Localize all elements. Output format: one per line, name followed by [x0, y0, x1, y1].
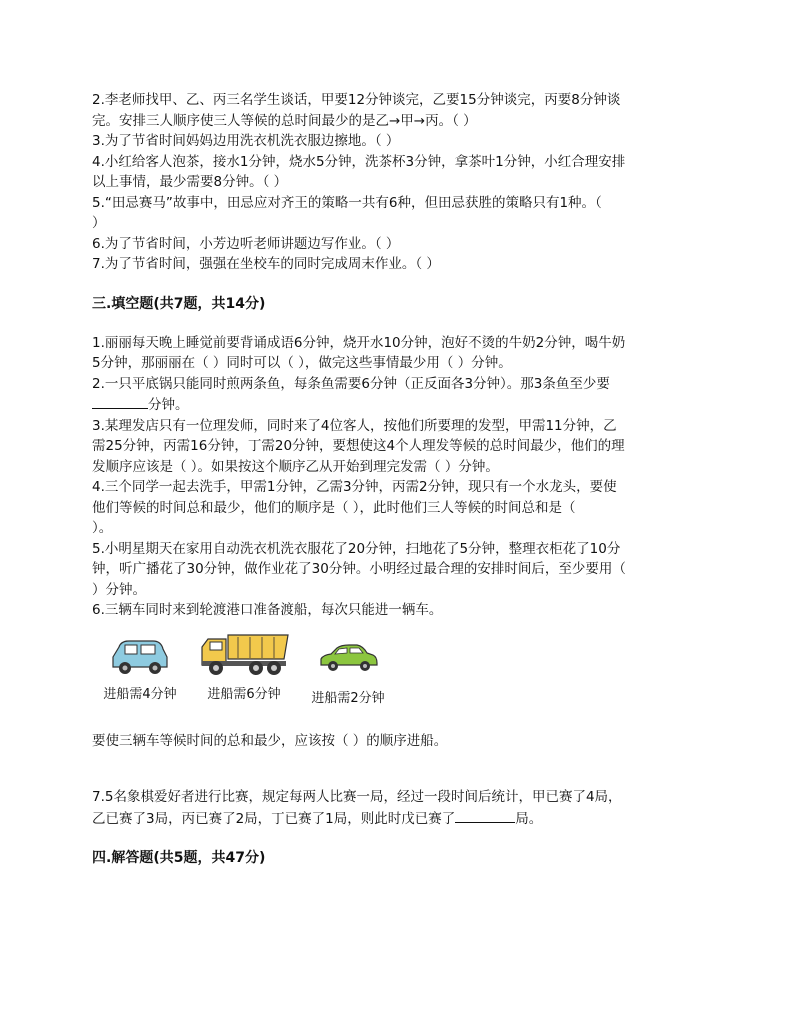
question-line: 以上事情，最少需要8分钟。（ ） — [92, 174, 288, 190]
question-line: 需25分钟，丙需16分钟，丁需20分钟，要想使这4个人理发等候的总时间最少，他们的理 — [92, 438, 625, 454]
question-line: 5分钟，那丽丽在（ ）同时可以（ ），做完这些事情最少用（ ）分钟。 — [92, 355, 512, 371]
vehicle-label: 进船需2分钟 — [311, 690, 385, 706]
vehicle-label: 进船需6分钟 — [207, 686, 281, 702]
vehicle-illustration — [92, 631, 712, 713]
question-line: 4.三个同学一起去洗手，甲需1分钟，乙需3分钟，丙需2分钟，现只有一个水龙头，要使 — [92, 479, 617, 495]
question-line: 6.三辆车同时来到轮渡港口准备渡船，每次只能进一辆车。 — [92, 602, 443, 618]
judgement-section — [92, 90, 712, 275]
vehicle-truck — [196, 631, 292, 702]
car-icon — [109, 637, 171, 677]
question-line: 6.为了节省时间，小芳边听老师讲题边写作业。（ ） — [92, 235, 400, 252]
question-line: 3.为了节省时间妈妈边用洗衣机洗衣服边擦地。（ ） — [92, 133, 400, 149]
question-line: 他们等候的时间总和最少，他们的顺序是（ ），此时他们三人等候的时间总和是（ — [92, 499, 576, 516]
question-line — [92, 394, 712, 416]
question-text: 乙已赛了3局，丙已赛了2局，丁已赛了1局，则此时戊已赛了 — [92, 810, 456, 827]
question-line: 1.丽丽每天晚上睡觉前要背诵成语6分钟，烧开水10分钟，泡好不烫的牛奶2分钟，喝牛奶 — [92, 334, 626, 351]
section-title-fill-in: 三.填空题(共7题，共14分) — [92, 295, 266, 312]
question-line: 发顺序应该是（ ）。如果按这个顺序乙从开始到理完发需（ ）分钟。 — [92, 458, 499, 475]
question-line: 3.某理发店只有一位理发师，同时来了4位客人，按他们所要理的发型，甲需11分钟，乙 — [92, 417, 617, 434]
question-line: 要使三辆车等候时间的总和最少，应该按（ ）的顺序进船。 — [92, 732, 448, 749]
sedan-icon — [317, 643, 379, 673]
vehicle-sedan — [300, 643, 396, 706]
question-line: 5.小明星期天在家用自动洗衣机洗衣服花了20分钟，扫地花了5分钟，整理衣柜花了10分 — [92, 540, 621, 557]
question-line: ）分钟。 — [92, 581, 146, 598]
vehicle-car — [92, 637, 188, 702]
section-title-answer: 四.解答题(共5题，共47分) — [92, 850, 266, 866]
worksheet-page — [92, 90, 712, 869]
dump-truck-icon — [198, 631, 290, 677]
question-line — [92, 808, 712, 830]
question-line: 5.“田忌赛马”故事中，田忌应对齐王的策略一共有6种，但田忌获胜的策略只有1种。（ — [92, 194, 602, 211]
answer-blank[interactable] — [455, 808, 515, 823]
question-text: 分钟。 — [148, 397, 189, 413]
question-text: 局。 — [515, 810, 543, 827]
question-line: 7.5名象棋爱好者进行比赛，规定每两人比赛一局，经过一段时间后统计，甲已赛了4局， — [92, 789, 622, 805]
question-line: 钟，听广播花了30分钟，做作业花了30分钟。小明经过最合理的安排时间后，至少要用（ — [92, 561, 626, 577]
question-line: 7.为了节省时间，强强在坐校车的同时完成周末作业。（ ） — [92, 256, 440, 272]
answer-blank[interactable] — [92, 394, 148, 409]
question-line: 完。安排三人顺序使三人等候的总时间最少的是乙→甲→丙。（ ） — [92, 112, 477, 129]
question-line: ） — [92, 215, 106, 231]
question-line: 4.小红给客人泡茶，接水1分钟，烧水5分钟，洗茶杯3分钟，拿茶叶1分钟，小红合理安排 — [92, 153, 626, 170]
fill-in-section — [92, 333, 712, 830]
question-line: 2.一只平底锅只能同时煎两条鱼，每条鱼需要6分钟（正反面各3分钟）。那3条鱼至少要 — [92, 375, 610, 392]
question-line: 2.李老师找甲、乙、丙三名学生谈话，甲要12分钟谈完，乙要15分钟谈完，丙要8分钟谈 — [92, 92, 621, 108]
vehicle-label: 进船需4分钟 — [103, 686, 177, 702]
question-line: ）。 — [92, 520, 113, 536]
